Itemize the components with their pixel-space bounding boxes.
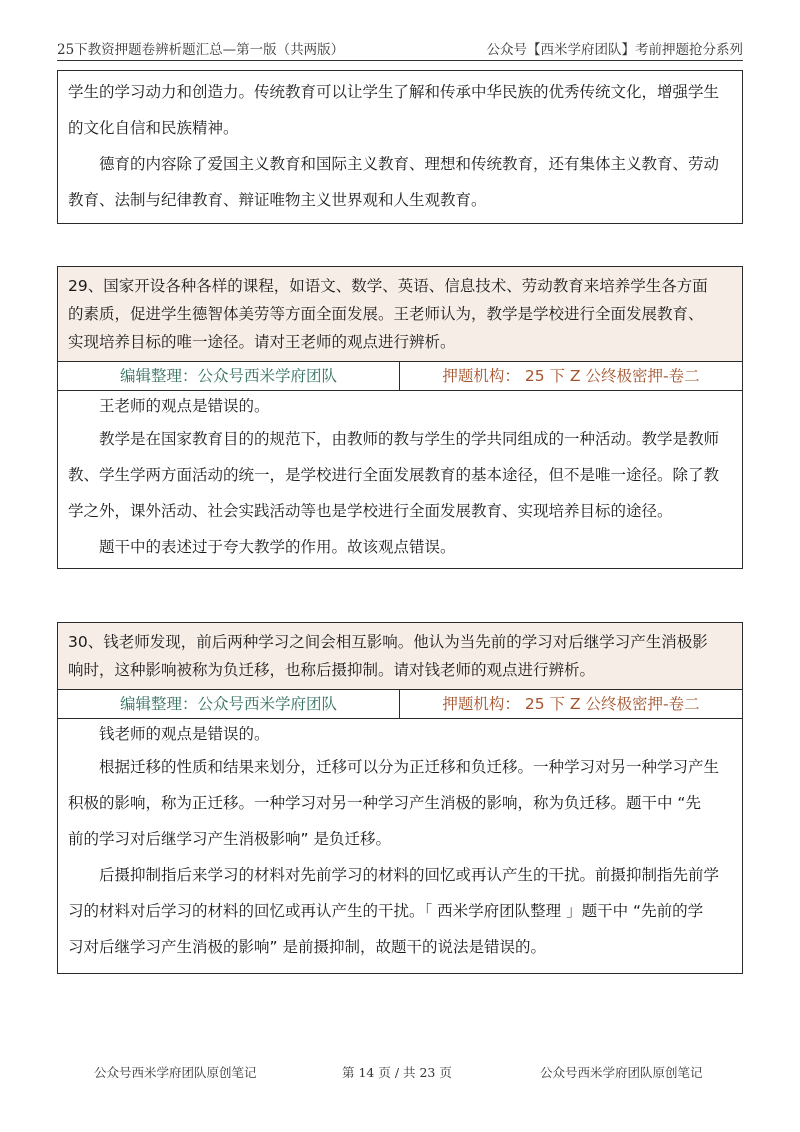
answer-line: 的文化自信和民族精神。: [68, 119, 239, 137]
answer-line: 教育、法制与纪律教育、辩证唯物主义世界观和人生观教育。: [68, 191, 487, 209]
question-29-meta: [58, 362, 742, 391]
header-title: 25下教资押题卷辨析题汇总—第一版（共两版）: [57, 42, 345, 58]
page-header: [57, 38, 743, 61]
footer-right-note: 公众号西米学府团队原创笔记: [540, 1065, 703, 1080]
question-line: 29、国家开设各种各样的课程，如语文、数学、英语、信息技术、劳动教育来培养学生各方面: [68, 277, 708, 295]
answer-line: 钱老师的观点是错误的。: [99, 725, 270, 743]
question-line: 的素质，促进学生德智体美劳等方面全面发展。王老师认为，教学是学校进行全面发展教育、: [68, 305, 704, 323]
answer-line: 习对后继学习产生消极的影响” 是前摄抑制，故题干的说法是错误的。: [68, 938, 546, 956]
answer-line: 根据迁移的性质和结果来划分，迁移可以分为正迁移和负迁移。一种学习对另一种学习产生: [99, 758, 720, 776]
header-series: 公众号【西米学府团队】考前押题抢分系列: [486, 42, 743, 58]
answer-line: 学之外，课外活动、社会实践活动等也是学校进行全面发展教育、实现培养目标的途径。: [68, 502, 673, 520]
page-number: 第 14 页 / 共 23 页: [342, 1065, 452, 1080]
question-30-answer: [58, 719, 742, 973]
question-line: 30、钱老师发现，前后两种学习之间会相互影响。他认为当先前的学习对后继学习产生消极影: [68, 633, 708, 651]
question-29-box: [57, 266, 743, 569]
answer-line: 积极的影响，称为正迁移。一种学习对另一种学习产生消极的影响，称为负迁移。题干中 “先: [68, 794, 701, 812]
question-29-text: [58, 267, 742, 362]
question-30-box: [57, 622, 743, 974]
question-30-text: [58, 623, 742, 690]
editor-credit: 编辑整理：公众号西米学府团队: [58, 362, 400, 390]
footer-left-note: 公众号西米学府团队原创笔记: [94, 1065, 257, 1080]
answer-line: 德育的内容除了爱国主义教育和国际主义教育、理想和传统教育，还有集体主义教育、劳动: [99, 155, 720, 173]
question-30-meta: [58, 690, 742, 719]
question-29-answer: [58, 391, 742, 568]
source-credit: 押题机构： 25 下 Z 公终极密押-卷二: [442, 367, 700, 385]
answer-line: 题干中的表述过于夸大教学的作用。故该观点错误。: [99, 538, 456, 556]
source-credit: 押题机构： 25 下 Z 公终极密押-卷二: [442, 695, 700, 713]
answer-line: 王老师的观点是错误的。: [99, 397, 270, 415]
answer-line: 教学是在国家教育目的的规范下，由教师的教与学生的学共同组成的一种活动。教学是教师: [99, 430, 720, 448]
question-line: 响时，这种影响被称为负迁移，也称后摄抑制。请对钱老师的观点进行辨析。: [68, 661, 596, 679]
editor-credit: 编辑整理：公众号西米学府团队: [58, 690, 400, 718]
answer-line: 前的学习对后继学习产生消极影响” 是负迁移。: [68, 830, 391, 848]
continuation-answer-box: [57, 70, 743, 224]
answer-line: 后摄抑制指后来学习的材料对先前学习的材料的回忆或再认产生的干扰。前摄抑制指先前学: [99, 866, 720, 884]
answer-line: 教、学生学两方面活动的统一，是学校进行全面发展教育的基本途径，但不是唯一途径。除了教: [68, 466, 720, 484]
answer-line: 学生的学习动力和创造力。传统教育可以让学生了解和传承中华民族的优秀传统文化，增强学生: [68, 83, 720, 101]
answer-line: 习的材料对后学习的材料的回忆或再认产生的干扰。「 西米学府团队整理 」题干中 “先前的学: [68, 902, 704, 920]
page-footer: [0, 1063, 800, 1083]
question-line: 实现培养目标的唯一途径。请对王老师的观点进行辨析。: [68, 333, 456, 351]
